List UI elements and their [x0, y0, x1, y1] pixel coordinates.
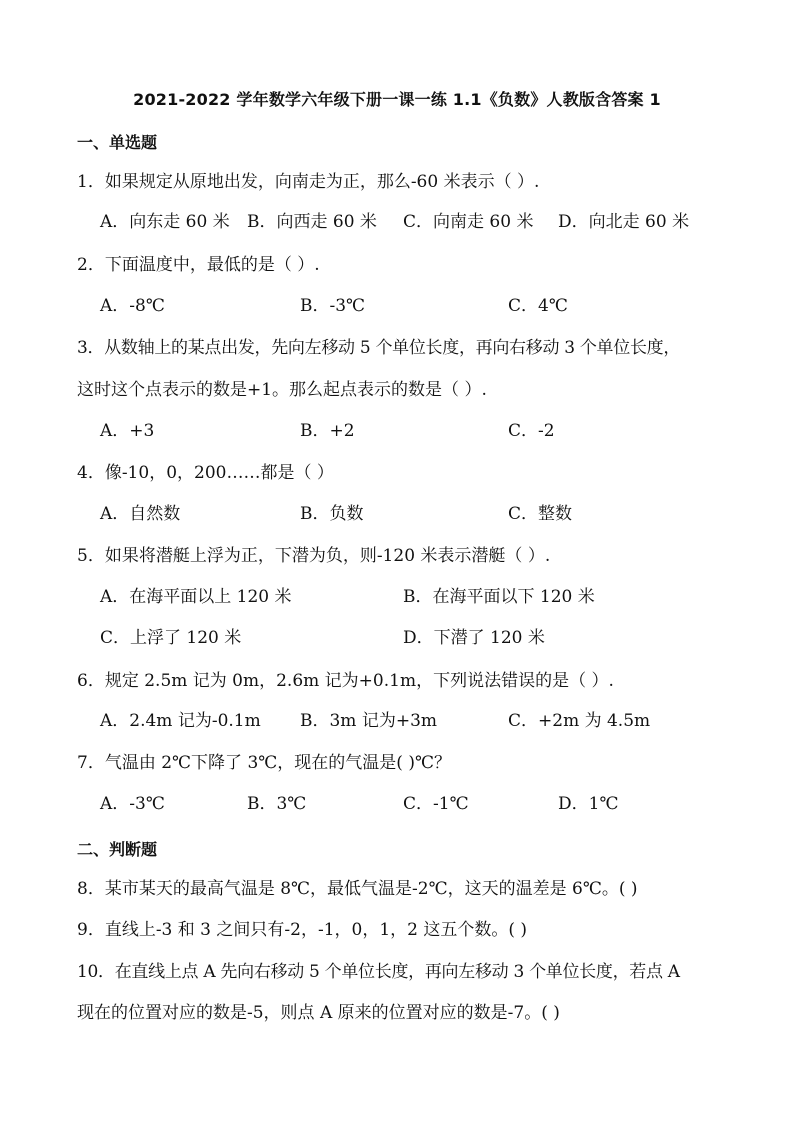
question-10-stem-line-2: 现在的位置对应的数是-5，则点 A 原来的位置对应的数是-7。( )	[77, 1003, 560, 1023]
page-title: 2021-2022 学年数学六年级下册一课一练 1.1《负数》人教版含答案 1	[133, 90, 661, 109]
question-4-option-c: C．整数	[508, 504, 573, 524]
question-1-option-a: A．向东走 60 米	[100, 212, 230, 232]
question-6-option-c: C．+2m 为 4.5m	[508, 711, 651, 731]
question-9-stem: 9．直线上-3 和 3 之间只有-2，-1，0，1，2 这五个数。( )	[77, 920, 528, 940]
question-1-option-c: C．向南走 60 米	[403, 212, 534, 232]
question-1-option-d: D．向北走 60 米	[558, 212, 690, 232]
question-2-stem: 2．下面温度中，最低的是（ ）.	[77, 255, 320, 275]
section-heading-single-choice: 一、单选题	[77, 133, 158, 152]
question-7-option-a: A．-3℃	[100, 794, 165, 814]
question-5-option-d: D．下潜了 120 米	[403, 628, 545, 648]
question-3-stem-line-2: 这时这个点表示的数是+1。那么起点表示的数是（ ）.	[77, 380, 487, 400]
question-6-stem: 6．规定 2.5m 记为 0m，2.6m 记为+0.1m，下列说法错误的是（ ）.	[77, 671, 614, 691]
question-2-option-b: B．-3℃	[300, 296, 366, 316]
question-1-stem: 1．如果规定从原地出发，向南走为正，那么-60 米表示（ ）.	[77, 172, 540, 192]
question-2-option-c: C．4℃	[508, 296, 568, 316]
question-7-stem: 7．气温由 2℃下降了 3℃，现在的气温是( )℃？	[77, 753, 451, 773]
question-4-stem: 4．像-10，0，200……都是（ ）	[77, 463, 334, 483]
question-3-option-b: B．+2	[300, 421, 355, 441]
question-6-option-b: B．3m 记为+3m	[300, 711, 438, 731]
question-5-option-a: A．在海平面以上 120 米	[100, 587, 292, 607]
question-7-option-c: C．-1℃	[403, 794, 469, 814]
question-7-option-b: B．3℃	[247, 794, 307, 814]
question-8-stem: 8．某市某天的最高气温是 8℃，最低气温是-2℃，这天的温差是 6℃。( )	[77, 879, 638, 899]
question-2-option-a: A．-8℃	[100, 296, 165, 316]
question-6-option-a: A．2.4m 记为-0.1m	[100, 711, 261, 731]
question-5-option-b: B．在海平面以下 120 米	[403, 587, 595, 607]
question-5-option-c: C．上浮了 120 米	[100, 628, 242, 648]
question-3-option-a: A．+3	[100, 421, 155, 441]
question-7-option-d: D．1℃	[558, 794, 619, 814]
question-10-stem-line-1: 10．在直线上点 A 先向右移动 5 个单位长度，再向左移动 3 个单位长度，若点 A	[77, 962, 680, 982]
question-4-option-b: B．负数	[300, 504, 364, 524]
question-3-stem-line-1: 3．从数轴上的某点出发，先向左移动 5 个单位长度，再向右移动 3 个单位长度，	[77, 338, 681, 358]
question-3-option-c: C．-2	[508, 421, 555, 441]
question-4-option-a: A．自然数	[100, 504, 181, 524]
question-1-option-b: B．向西走 60 米	[247, 212, 377, 232]
section-heading-true-false: 二、判断题	[77, 840, 158, 859]
question-5-stem: 5．如果将潜艇上浮为正，下潜为负，则-120 米表示潜艇（ ）.	[77, 546, 551, 566]
